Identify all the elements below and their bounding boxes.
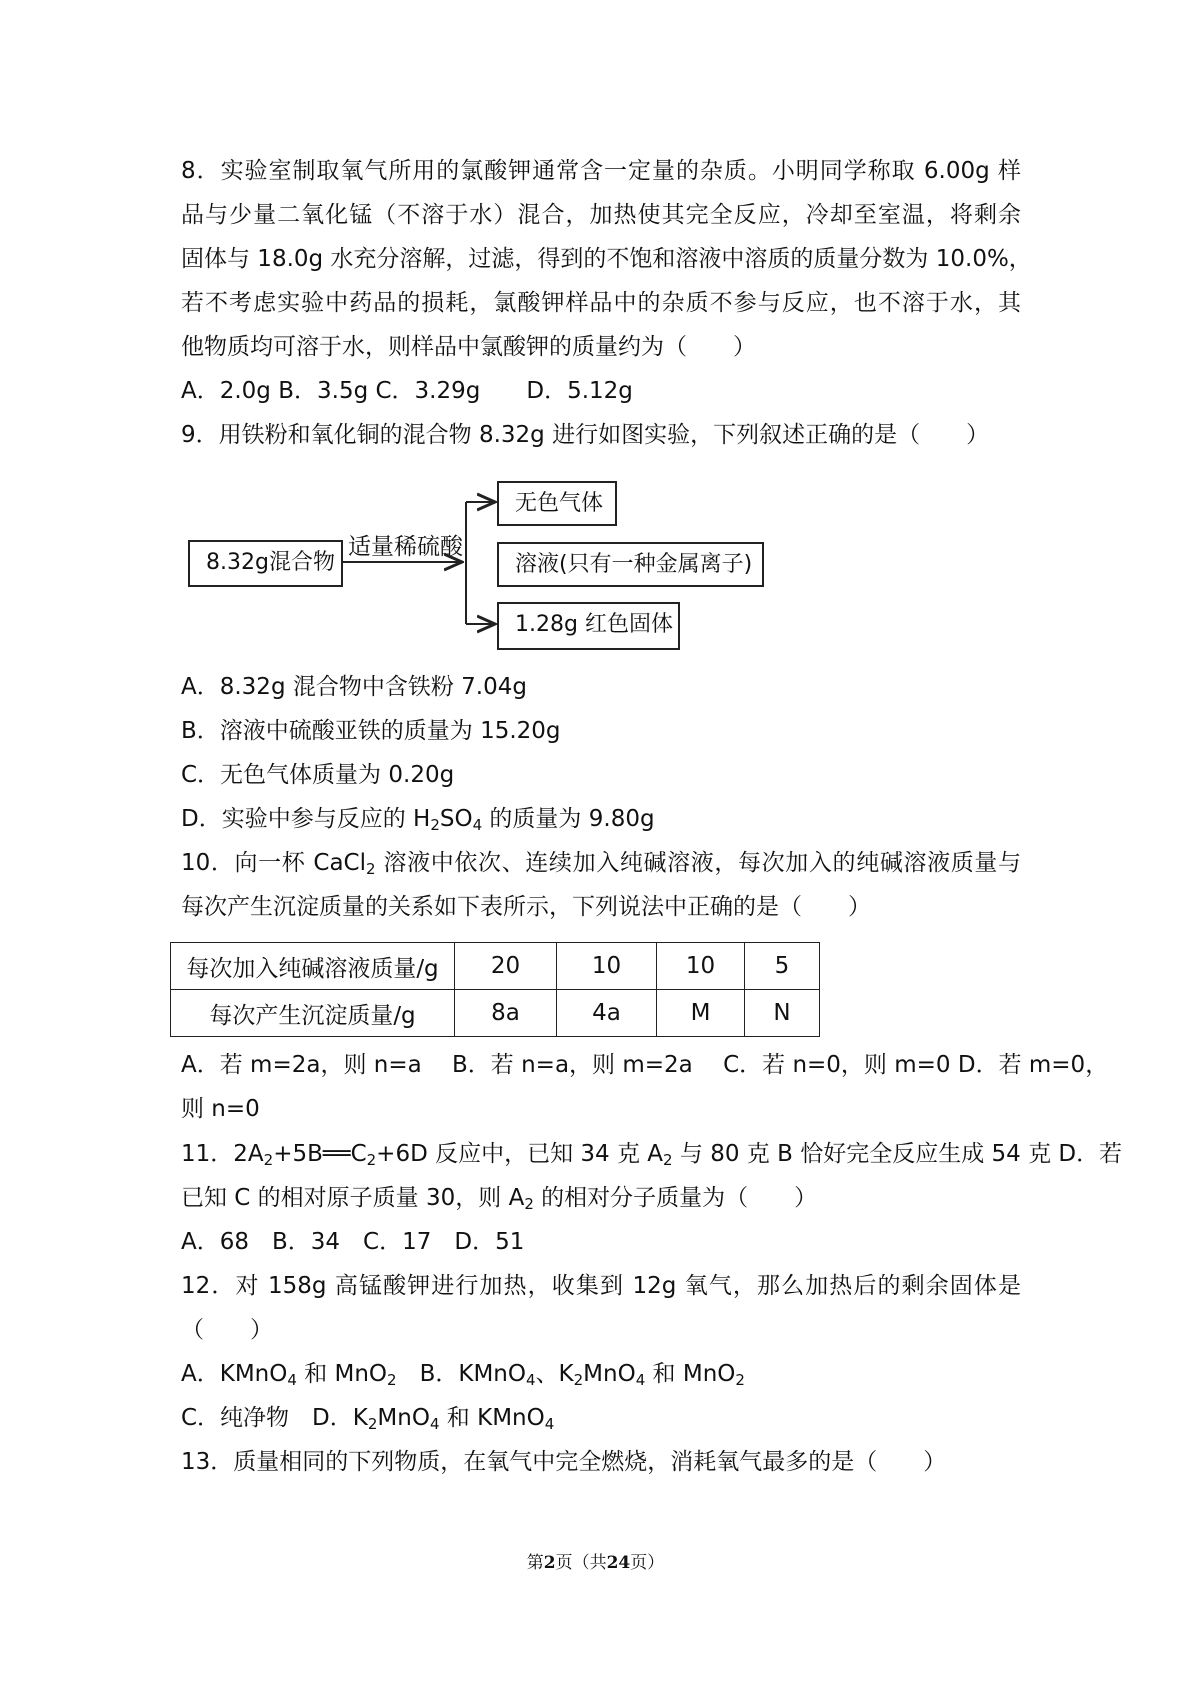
q12-cd-1: 2 <box>367 1415 378 1433</box>
q10-line-2: 每次产生沉淀质量的关系如下表所示，下列说法中正确的是（ ） <box>181 894 871 920</box>
q12-ab-7: 2 <box>573 1371 584 1389</box>
q12-ab-3: 2 <box>387 1371 397 1389</box>
table-row <box>171 990 820 1037</box>
q9-option-d <box>181 805 655 833</box>
q8-line-1: 8．实验室制取氧气所用的氯酸钾通常含一定量的杂质。小明同学称取 6.00g 样 <box>181 158 1021 184</box>
footer-total-pages: 24 <box>606 1553 631 1573</box>
q9-d-mid: SO <box>439 806 473 832</box>
q11-options: A．68 B．34 C．17 D．51 <box>181 1229 525 1255</box>
q12-ab-2: 和 MnO <box>296 1361 388 1387</box>
q9-d-pre: D．实验中参与反应的 H <box>181 806 431 832</box>
q9-option-b: B．溶液中硫酸亚铁的质量为 15.20g <box>181 718 561 744</box>
q8-options: A．2.0g B．3.5g C．3.29g D．5.12g <box>181 378 633 404</box>
page-footer <box>0 1548 1191 1573</box>
q12-ab-5: 4 <box>525 1371 536 1389</box>
q10-l1-post: 溶液中依次、连续加入纯碱溶液，每次加入的纯碱溶液质量与 <box>375 850 1022 876</box>
table-cell: M <box>657 990 745 1037</box>
label-reagent: 适量稀硫酸 <box>348 534 463 560</box>
q12-cd-3: 4 <box>429 1415 440 1433</box>
q11-l1-b: +5B══C <box>273 1141 367 1167</box>
q13-stem: 13．质量相同的下列物质，在氧气中完全燃烧，消耗氧气最多的是（ ） <box>181 1449 947 1475</box>
q12-ab-8: MnO <box>583 1361 636 1387</box>
q11-l1-c: +6D 反应中，已知 34 克 A <box>376 1141 664 1167</box>
table-cell: 10 <box>657 943 745 990</box>
q9-stem: 9．用铁粉和氧化铜的混合物 8.32g 进行如图实验，下列叙述正确的是（ ） <box>181 422 990 448</box>
q12-cd-0: C．纯净物 D．K <box>181 1405 368 1431</box>
q12-options-cd <box>181 1404 554 1432</box>
q12-ab-1: 4 <box>287 1371 297 1389</box>
q10-l1-sub: 2 <box>366 860 376 878</box>
q12-ab-0: A．KMnO <box>181 1361 288 1387</box>
q11-line-1 <box>181 1140 1123 1169</box>
q12-cd-2: MnO <box>377 1405 430 1431</box>
q9-d-sub2: 4 <box>472 816 483 834</box>
box-solid: 1.28g 红色固体 <box>497 602 680 650</box>
table-cell: 8a <box>455 990 557 1037</box>
q12-ab-10: 和 MnO <box>645 1361 736 1387</box>
q11-l1-a-sub: 2 <box>263 1151 274 1169</box>
q9-option-c: C．无色气体质量为 0.20g <box>181 762 455 788</box>
box-solution: 溶液(只有一种金属离子) <box>497 542 764 587</box>
footer-pre: 第 <box>526 1553 544 1573</box>
q10-line-1 <box>181 849 1021 877</box>
q12-ab-9: 4 <box>635 1371 646 1389</box>
q9-option-a: A．8.32g 混合物中含铁粉 7.04g <box>181 674 527 700</box>
box-mixture: 8.32g混合物 <box>188 540 343 587</box>
table-cell: 每次加入纯碱溶液质量/g <box>171 943 455 990</box>
q12-options-ab <box>181 1360 745 1388</box>
q12-ab-11: 2 <box>735 1371 745 1389</box>
table-row <box>171 943 820 990</box>
q10-options-line-2: 则 n=0 <box>181 1096 260 1122</box>
q8-line-4: 若不考虑实验中药品的损耗，氯酸钾样品中的杂质不参与反应，也不溶于水，其 <box>181 290 1021 316</box>
q12-stem: 12．对 158g 高锰酸钾进行加热，收集到 12g 氧气，那么加热后的剩余固体是 <box>181 1273 1021 1299</box>
footer-post: 页） <box>630 1553 665 1573</box>
footer-page-number: 2 <box>543 1553 556 1573</box>
q11-line-2 <box>181 1184 817 1212</box>
q8-line-3: 固体与 18.0g 水充分溶解，过滤，得到的不饱和溶液中溶质的质量分数为 10.0%， <box>181 246 1032 272</box>
q10-options-line-1: A．若 m=2a，则 n=a B．若 n=a，则 m=2a C．若 n=0，则 m=0 D．若 m=0， <box>181 1052 1109 1078</box>
table-cell: 5 <box>745 943 820 990</box>
q11-l1-b-sub: 2 <box>366 1151 377 1169</box>
q8-line-5: 他物质均可溶于水，则样品中氯酸钾的质量约为（ ） <box>181 334 756 360</box>
table-cell: 20 <box>455 943 557 990</box>
q12-cd-5: 4 <box>544 1415 555 1433</box>
q11-l1-c-sub: 2 <box>663 1151 673 1169</box>
box-gas: 无色气体 <box>497 481 617 526</box>
q11-l2-a-sub: 2 <box>524 1195 534 1213</box>
q12-paren: （ ） <box>181 1317 273 1343</box>
table-cell: N <box>745 990 820 1037</box>
q11-l2-a: 已知 C 的相对原子质量 30，则 A <box>181 1185 525 1211</box>
q11-l1-a: 11．2A <box>181 1141 264 1167</box>
footer-mid: 页（共 <box>555 1553 607 1573</box>
q9-flow-diagram <box>181 475 781 665</box>
table-cell: 每次产生沉淀质量/g <box>171 990 455 1037</box>
q8-line-2: 品与少量二氧化锰（不溶于水）混合，加热使其完全反应，冷却至室温，将剩余 <box>181 202 1021 228</box>
q10-table <box>170 942 820 1037</box>
q11-l2-b: 的相对分子质量为（ ） <box>533 1185 818 1211</box>
q11-l1-d: 与 80 克 B 恰好完全反应生成 54 克 D．若 <box>672 1141 1123 1167</box>
table-cell: 4a <box>557 990 657 1037</box>
q12-ab-6: 、K <box>535 1361 574 1387</box>
table-cell: 10 <box>557 943 657 990</box>
q12-ab-4: B．KMnO <box>396 1361 526 1387</box>
q9-d-sub1: 2 <box>430 816 440 834</box>
q10-l1-pre: 10．向一杯 CaCl <box>181 850 366 876</box>
q12-cd-4: 和 KMnO <box>439 1405 545 1431</box>
q9-d-post: 的质量为 9.80g <box>482 806 655 832</box>
